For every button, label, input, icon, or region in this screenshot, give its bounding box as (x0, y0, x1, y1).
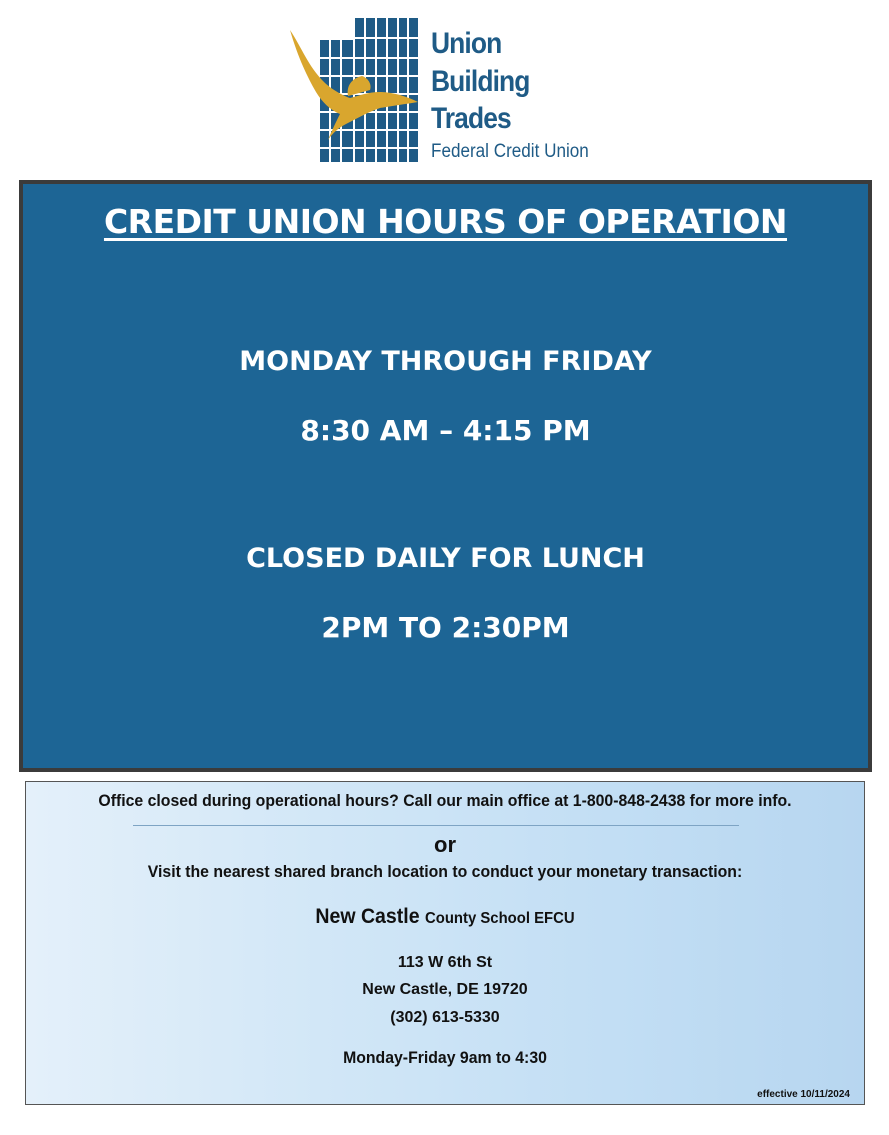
visit-branch-note: Visit the nearest shared branch location to conduct your monetary transaction: (147, 862, 743, 881)
panel-title: CREDIT UNION HOURS OF OPERATION (103, 202, 788, 241)
branch-address-street: 113 W 6th St (397, 954, 493, 971)
logo-word-trades: Trades (431, 102, 511, 135)
closed-office-note: Office closed during operational hours? Call our main office at 1-800-848-2438 for more info. (98, 791, 792, 810)
branch-name-sub: County School EFCU (425, 910, 575, 927)
logo-word-union: Union (431, 27, 502, 60)
lunch-closure-label: CLOSED DAILY FOR LUNCH (246, 543, 645, 574)
branch-address-city: New Castle, DE 19720 (362, 981, 528, 998)
lunch-closure-hours: 2PM TO 2:30PM (321, 611, 570, 644)
branch-name (55, 905, 834, 929)
logo-subline: Federal Credit Union (431, 141, 589, 162)
branch-phone: (302) 613-5330 (390, 1009, 500, 1026)
logo-word-building: Building (431, 65, 530, 98)
or-separator: or (434, 832, 456, 857)
branch-hours: Monday-Friday 9am to 4:30 (343, 1048, 547, 1067)
hours-of-operation-panel (19, 180, 872, 772)
shared-branch-info-box (25, 781, 865, 1105)
credit-union-logo (288, 16, 618, 166)
eagle-icon (288, 26, 420, 146)
weekday-hours: 8:30 AM – 4:15 PM (300, 414, 591, 447)
weekday-label: MONDAY THROUGH FRIDAY (239, 346, 652, 377)
branch-name-main: New Castle (315, 905, 420, 928)
divider-line (133, 825, 739, 826)
effective-date: effective 10/11/2024 (757, 1089, 850, 1100)
